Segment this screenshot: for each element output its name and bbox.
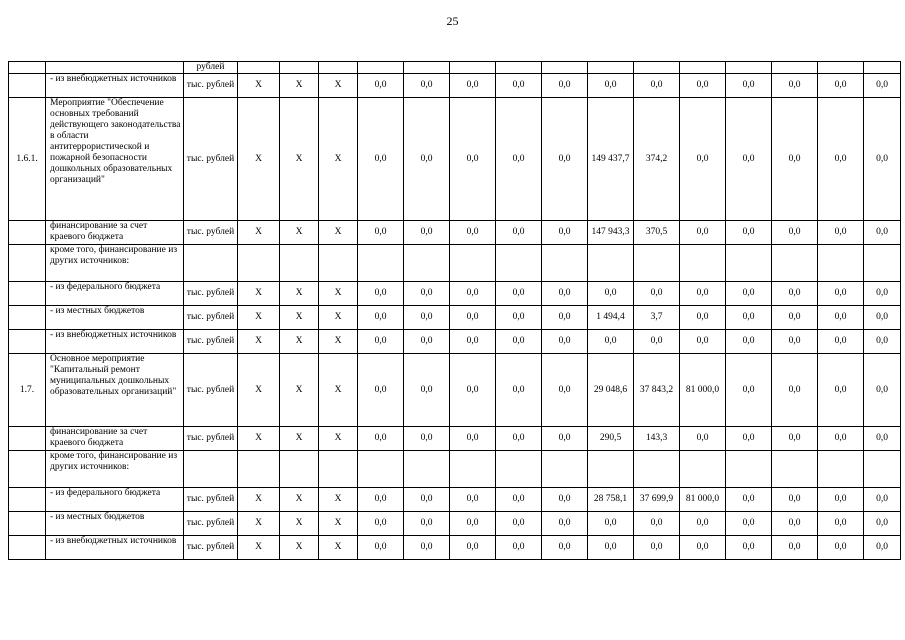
cell-id (9, 427, 46, 451)
cell-value: 0,0 (542, 98, 588, 221)
cell-name: Мероприятие "Обеспечение основных требований действующего законодательства в области антитеррористической и пожарной безопасности дошкольных образовательных организаций" (46, 98, 184, 221)
cell-x (280, 62, 319, 74)
cell-value: 0,0 (496, 306, 542, 330)
cell-value: 0,0 (818, 488, 864, 512)
cell-value: 0,0 (864, 512, 901, 536)
cell-value: 0,0 (772, 98, 818, 221)
cell-value: 0,0 (542, 512, 588, 536)
cell-unit: тыс. рублей (184, 74, 238, 98)
cell-value: 143,3 (634, 427, 680, 451)
cell-value: 0,0 (542, 427, 588, 451)
cell-value: 0,0 (542, 306, 588, 330)
cell-value: 0,0 (450, 282, 496, 306)
table-row (9, 427, 901, 451)
cell-value: 0,0 (496, 354, 542, 427)
table-row (9, 245, 901, 282)
table-row (9, 74, 901, 98)
cell-name: - из местных бюджетов (46, 306, 184, 330)
cell-value: 0,0 (404, 354, 450, 427)
cell-name: - из местных бюджетов (46, 512, 184, 536)
cell-id: 1.6.1. (9, 98, 46, 221)
cell-name: финансирование за счет краевого бюджета (46, 427, 184, 451)
cell-x: Х (280, 98, 319, 221)
cell-value: 0,0 (818, 354, 864, 427)
table-row (9, 536, 901, 560)
cell-value: 0,0 (358, 221, 404, 245)
cell-value (450, 245, 496, 282)
cell-value (680, 245, 726, 282)
cell-value: 374,2 (634, 98, 680, 221)
cell-value: 0,0 (772, 536, 818, 560)
cell-value: 0,0 (818, 74, 864, 98)
table-row (9, 98, 901, 221)
cell-value (588, 62, 634, 74)
page-number: 25 (446, 14, 459, 28)
cell-value (634, 62, 680, 74)
cell-value: 0,0 (818, 282, 864, 306)
cell-value (680, 62, 726, 74)
cell-value: 0,0 (404, 306, 450, 330)
cell-value: 0,0 (542, 74, 588, 98)
cell-value: 0,0 (450, 330, 496, 354)
cell-value: 149 437,7 (588, 98, 634, 221)
cell-value: 0,0 (864, 74, 901, 98)
cell-value: 0,0 (726, 98, 772, 221)
cell-id (9, 245, 46, 282)
cell-value: 0,0 (496, 427, 542, 451)
cell-x: Х (280, 330, 319, 354)
cell-value (864, 451, 901, 488)
table-row (9, 221, 901, 245)
cell-x: Х (319, 488, 358, 512)
cell-value: 0,0 (864, 330, 901, 354)
cell-value: 0,0 (542, 536, 588, 560)
cell-id (9, 536, 46, 560)
cell-value: 0,0 (864, 536, 901, 560)
cell-value: 0,0 (680, 282, 726, 306)
cell-unit: тыс. рублей (184, 354, 238, 427)
cell-value: 0,0 (404, 330, 450, 354)
cell-value: 0,0 (680, 98, 726, 221)
cell-name: - из внебюджетных источников (46, 536, 184, 560)
cell-unit: рублей (184, 62, 238, 74)
cell-value: 0,0 (542, 354, 588, 427)
cell-value (864, 245, 901, 282)
cell-x: Х (238, 354, 280, 427)
cell-id: 1.7. (9, 354, 46, 427)
cell-unit: тыс. рублей (184, 282, 238, 306)
cell-value (404, 245, 450, 282)
cell-x (280, 451, 319, 488)
cell-x: Х (280, 306, 319, 330)
budget-table (8, 61, 901, 560)
cell-value: 0,0 (864, 221, 901, 245)
cell-value (358, 62, 404, 74)
cell-unit: тыс. рублей (184, 488, 238, 512)
cell-value: 0,0 (680, 512, 726, 536)
cell-value: 0,0 (404, 282, 450, 306)
cell-unit: тыс. рублей (184, 512, 238, 536)
cell-value: 147 943,3 (588, 221, 634, 245)
cell-name: Основное мероприятие "Капитальный ремонт муниципальных дошкольных образовательных организаций" (46, 354, 184, 427)
cell-value: 0,0 (496, 98, 542, 221)
cell-value: 37 843,2 (634, 354, 680, 427)
cell-value: 0,0 (864, 98, 901, 221)
cell-value (496, 245, 542, 282)
cell-unit (184, 245, 238, 282)
cell-value: 0,0 (772, 488, 818, 512)
cell-value: 0,0 (864, 306, 901, 330)
cell-value (588, 451, 634, 488)
cell-unit: тыс. рублей (184, 427, 238, 451)
cell-value: 0,0 (404, 427, 450, 451)
cell-value (358, 245, 404, 282)
cell-id (9, 512, 46, 536)
cell-value (588, 245, 634, 282)
cell-name: - из внебюджетных источников (46, 330, 184, 354)
cell-value: 0,0 (726, 306, 772, 330)
cell-value: 28 758,1 (588, 488, 634, 512)
cell-value: 0,0 (358, 74, 404, 98)
cell-value: 0,0 (680, 330, 726, 354)
cell-x: Х (319, 427, 358, 451)
cell-x: Х (319, 74, 358, 98)
cell-value (542, 451, 588, 488)
cell-value: 0,0 (680, 306, 726, 330)
cell-value: 0,0 (634, 536, 680, 560)
cell-id (9, 62, 46, 74)
cell-x: Х (280, 536, 319, 560)
cell-value (358, 451, 404, 488)
cell-value: 0,0 (358, 330, 404, 354)
cell-x: Х (238, 98, 280, 221)
cell-unit: тыс. рублей (184, 98, 238, 221)
cell-value: 0,0 (726, 512, 772, 536)
cell-value: 0,0 (726, 427, 772, 451)
table-row (9, 354, 901, 427)
cell-value: 0,0 (726, 282, 772, 306)
cell-value (726, 451, 772, 488)
cell-x (238, 62, 280, 74)
cell-value: 0,0 (404, 488, 450, 512)
cell-value (634, 451, 680, 488)
cell-value: 0,0 (542, 330, 588, 354)
cell-x: Х (280, 282, 319, 306)
table-row (9, 451, 901, 488)
cell-id (9, 330, 46, 354)
cell-x (319, 62, 358, 74)
cell-name: - из внебюджетных источников (46, 74, 184, 98)
cell-x: Х (319, 330, 358, 354)
cell-value (634, 245, 680, 282)
cell-x: Х (319, 536, 358, 560)
cell-value: 0,0 (772, 427, 818, 451)
cell-value: 0,0 (450, 306, 496, 330)
cell-name: кроме того, финансирование из других источников: (46, 451, 184, 488)
cell-value (542, 245, 588, 282)
cell-unit: тыс. рублей (184, 330, 238, 354)
cell-value: 0,0 (588, 282, 634, 306)
cell-x: Х (280, 427, 319, 451)
cell-id (9, 74, 46, 98)
cell-value (772, 245, 818, 282)
cell-value (450, 451, 496, 488)
cell-value (450, 62, 496, 74)
cell-value: 0,0 (358, 306, 404, 330)
cell-value: 81 000,0 (680, 354, 726, 427)
cell-value: 0,0 (496, 221, 542, 245)
cell-value: 1 494,4 (588, 306, 634, 330)
cell-x: Х (238, 330, 280, 354)
cell-value (864, 62, 901, 74)
cell-x: Х (280, 221, 319, 245)
cell-value: 0,0 (818, 427, 864, 451)
cell-x: Х (319, 512, 358, 536)
cell-value (542, 62, 588, 74)
table-body (9, 62, 901, 560)
cell-unit: тыс. рублей (184, 221, 238, 245)
cell-name: кроме того, финансирование из других источников: (46, 245, 184, 282)
cell-value: 37 699,9 (634, 488, 680, 512)
table-row (9, 282, 901, 306)
cell-id (9, 451, 46, 488)
cell-unit (184, 451, 238, 488)
cell-name: - из федерального бюджета (46, 488, 184, 512)
cell-x (238, 245, 280, 282)
cell-value (818, 245, 864, 282)
cell-value: 0,0 (542, 488, 588, 512)
cell-value: 0,0 (496, 488, 542, 512)
cell-id (9, 282, 46, 306)
cell-value (726, 62, 772, 74)
cell-value: 0,0 (358, 98, 404, 221)
cell-value: 0,0 (358, 354, 404, 427)
cell-value: 0,0 (818, 330, 864, 354)
cell-id (9, 488, 46, 512)
cell-value (818, 451, 864, 488)
cell-value: 0,0 (818, 306, 864, 330)
cell-value: 0,0 (358, 536, 404, 560)
cell-x (238, 451, 280, 488)
cell-value (772, 62, 818, 74)
cell-value: 0,0 (588, 330, 634, 354)
cell-value (772, 451, 818, 488)
cell-value: 0,0 (496, 74, 542, 98)
cell-value: 0,0 (358, 282, 404, 306)
cell-x: Х (238, 512, 280, 536)
cell-x: Х (238, 74, 280, 98)
cell-value: 0,0 (404, 512, 450, 536)
cell-x: Х (319, 282, 358, 306)
cell-value (726, 245, 772, 282)
cell-name: финансирование за счет краевого бюджета (46, 221, 184, 245)
cell-value (680, 451, 726, 488)
cell-value: 0,0 (496, 330, 542, 354)
cell-value: 0,0 (634, 74, 680, 98)
cell-name: - из федерального бюджета (46, 282, 184, 306)
cell-value: 0,0 (772, 306, 818, 330)
cell-value: 0,0 (450, 427, 496, 451)
cell-value: 0,0 (864, 354, 901, 427)
cell-x: Х (319, 354, 358, 427)
cell-value: 0,0 (404, 98, 450, 221)
cell-value: 0,0 (772, 330, 818, 354)
table-row (9, 330, 901, 354)
cell-value: 0,0 (450, 536, 496, 560)
cell-value: 0,0 (450, 488, 496, 512)
cell-value: 0,0 (680, 536, 726, 560)
cell-value: 0,0 (588, 512, 634, 536)
cell-value: 0,0 (726, 221, 772, 245)
cell-name (46, 62, 184, 74)
cell-value: 0,0 (726, 354, 772, 427)
cell-value: 0,0 (404, 74, 450, 98)
cell-value: 0,0 (404, 221, 450, 245)
cell-x: Х (238, 306, 280, 330)
cell-value: 0,0 (588, 74, 634, 98)
table-row-continuation (9, 62, 901, 74)
cell-x: Х (238, 536, 280, 560)
cell-value (404, 62, 450, 74)
cell-value: 0,0 (772, 354, 818, 427)
cell-value: 0,0 (450, 512, 496, 536)
cell-value: 0,0 (772, 512, 818, 536)
cell-value: 0,0 (726, 74, 772, 98)
cell-x: Х (238, 427, 280, 451)
cell-value: 0,0 (542, 221, 588, 245)
cell-value: 0,0 (772, 282, 818, 306)
cell-id (9, 306, 46, 330)
cell-value: 0,0 (450, 74, 496, 98)
cell-value: 0,0 (680, 74, 726, 98)
cell-x: Х (238, 488, 280, 512)
cell-value: 0,0 (772, 74, 818, 98)
cell-value: 3,7 (634, 306, 680, 330)
cell-value: 0,0 (634, 512, 680, 536)
cell-value: 0,0 (496, 282, 542, 306)
cell-value (496, 451, 542, 488)
cell-value: 0,0 (818, 98, 864, 221)
cell-x: Х (238, 282, 280, 306)
cell-value: 0,0 (588, 536, 634, 560)
cell-value: 0,0 (726, 488, 772, 512)
cell-value: 0,0 (450, 221, 496, 245)
cell-value (818, 62, 864, 74)
cell-value: 0,0 (726, 536, 772, 560)
cell-id (9, 221, 46, 245)
cell-value: 81 000,0 (680, 488, 726, 512)
cell-value: 0,0 (772, 221, 818, 245)
cell-value (404, 451, 450, 488)
cell-x (280, 245, 319, 282)
cell-value: 0,0 (634, 330, 680, 354)
cell-x (319, 245, 358, 282)
table-row (9, 512, 901, 536)
cell-value (496, 62, 542, 74)
cell-x: Х (319, 306, 358, 330)
cell-value: 0,0 (818, 221, 864, 245)
cell-value: 290,5 (588, 427, 634, 451)
cell-value: 0,0 (680, 221, 726, 245)
cell-x: Х (238, 221, 280, 245)
cell-unit: тыс. рублей (184, 306, 238, 330)
cell-value: 0,0 (818, 536, 864, 560)
cell-value: 0,0 (726, 330, 772, 354)
cell-x: Х (280, 488, 319, 512)
cell-value: 0,0 (496, 512, 542, 536)
table-row (9, 306, 901, 330)
cell-value: 0,0 (634, 282, 680, 306)
cell-value: 0,0 (450, 354, 496, 427)
cell-x: Х (280, 512, 319, 536)
cell-value: 0,0 (680, 427, 726, 451)
cell-value: 0,0 (864, 488, 901, 512)
cell-value: 0,0 (358, 512, 404, 536)
cell-value: 0,0 (542, 282, 588, 306)
cell-value: 0,0 (450, 98, 496, 221)
cell-unit: тыс. рублей (184, 536, 238, 560)
cell-value: 0,0 (864, 282, 901, 306)
cell-value: 0,0 (358, 488, 404, 512)
cell-value: 0,0 (358, 427, 404, 451)
cell-value: 0,0 (496, 536, 542, 560)
cell-value: 0,0 (404, 536, 450, 560)
cell-x: Х (319, 98, 358, 221)
cell-value: 0,0 (864, 427, 901, 451)
cell-x: Х (280, 354, 319, 427)
cell-value: 370,5 (634, 221, 680, 245)
cell-x (319, 451, 358, 488)
cell-value: 29 048,6 (588, 354, 634, 427)
cell-x: Х (319, 221, 358, 245)
table-row (9, 488, 901, 512)
cell-value: 0,0 (818, 512, 864, 536)
cell-x: Х (280, 74, 319, 98)
